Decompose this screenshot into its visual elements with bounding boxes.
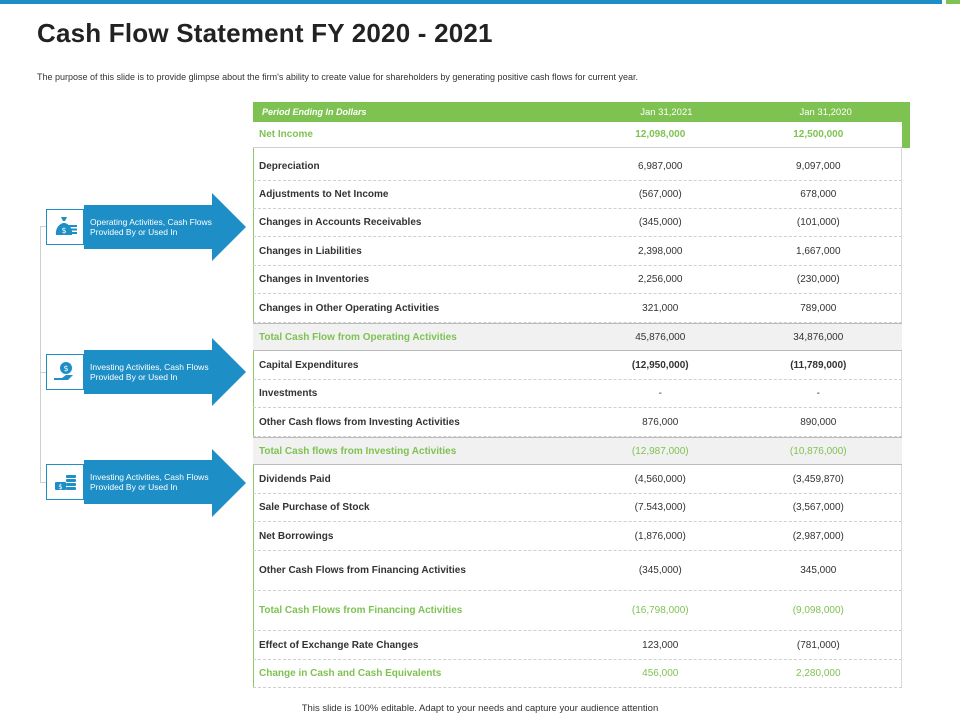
cell-value: (12,950,000): [631, 359, 689, 371]
svg-text:$: $: [63, 364, 69, 373]
row-label: Changes in Inventories: [259, 274, 370, 285]
row-label: Total Cash flows from Investing Activities: [259, 445, 457, 457]
svg-text:$: $: [58, 483, 63, 491]
cell-value: 456,000: [642, 668, 679, 679]
table-row-total: [253, 437, 902, 465]
cell-value: -: [816, 388, 820, 399]
cell-value: (781,000): [796, 639, 840, 651]
row-label: Changes in Accounts Receivables: [259, 217, 422, 228]
page-title: Cash Flow Statement FY 2020 - 2021: [37, 18, 493, 48]
cell-value: 321,000: [642, 302, 679, 314]
row-label: Changes in Liabilities: [259, 245, 362, 257]
table-row: [253, 351, 902, 380]
cell-value: 9,097,000: [796, 160, 841, 172]
cell-value: 890,000: [800, 416, 837, 428]
cell-value: (345,000): [638, 217, 682, 228]
table-row: [253, 631, 902, 660]
table-row: [253, 494, 902, 522]
cell-value: (9,098,000): [792, 605, 844, 616]
cell-value: 2,398,000: [638, 245, 683, 257]
row-label: Other Cash flows from Investing Activities: [259, 416, 460, 428]
money-bag-icon: [46, 209, 84, 245]
top-accent-bar-green: [946, 0, 960, 4]
cell-value: (3,459,870): [792, 473, 844, 485]
row-label: Total Cash Flow from Operating Activities: [259, 331, 457, 343]
table-row: [253, 408, 902, 437]
cell-value: 678,000: [800, 189, 837, 200]
cell-value: 6,987,000: [638, 160, 683, 172]
cell-value: 2,256,000: [638, 274, 683, 285]
cell-value: 34,876,000: [793, 331, 844, 343]
row-label: Adjustments to Net Income: [259, 189, 389, 200]
callout-label: Investing Activities, Cash Flows Provided By or Used In: [90, 361, 209, 382]
cell-value: (345,000): [638, 565, 682, 576]
table-row-total: [253, 591, 902, 631]
cell-value: 2,280,000: [796, 668, 841, 679]
callout-label: Investing Activities, Cash Flows Provided By or Used In: [90, 471, 209, 492]
callout-arrow: [212, 449, 246, 517]
cell-value: 876,000: [642, 416, 679, 428]
row-label: Sale Purchase of Stock: [259, 502, 370, 513]
row-label: Dividends Paid: [259, 473, 331, 485]
cell-value: 123,000: [642, 639, 679, 651]
callout-financing-activities: [84, 460, 212, 504]
row-label: Effect of Exchange Rate Changes: [259, 639, 419, 651]
row-label: Change in Cash and Cash Equivalents: [259, 668, 442, 679]
table-header-row: [253, 102, 910, 122]
callout-operating-activities: [84, 205, 212, 249]
cell-value: 345,000: [800, 565, 837, 576]
column-header: Jan 31,2021: [640, 106, 693, 118]
footer-note: This slide is 100% editable. Adapt to your needs and capture your audience attention: [301, 703, 659, 714]
net-income-accent: [902, 122, 910, 148]
table-row: [253, 152, 902, 181]
cell-value: (12,987,000): [631, 445, 689, 457]
callout-label: Operating Activities, Cash Flows Provided By or Used In: [90, 216, 212, 237]
table-row: [253, 122, 902, 148]
cell-value: (16,798,000): [631, 605, 689, 616]
page-subtitle: The purpose of this slide is to provide glimpse about the firm's ability to create value for shareholders by generating positive cash flows for current year.: [37, 72, 639, 82]
connector-line: [40, 226, 41, 482]
row-label: Investments: [259, 388, 318, 399]
callout-investing-activities: [84, 350, 212, 394]
table-row: [253, 294, 902, 323]
table-row: [253, 266, 902, 294]
row-label: Depreciation: [259, 160, 320, 172]
cell-value: 789,000: [800, 302, 837, 314]
svg-text:$: $: [61, 226, 67, 235]
cell-value: (10,876,000): [789, 445, 847, 457]
hand-coin-icon: [46, 354, 84, 390]
callout-arrow: [212, 338, 246, 406]
table-row: [253, 551, 902, 591]
cell-value: (3,567,000): [792, 502, 844, 513]
column-header: Period Ending In Dollars: [262, 107, 367, 117]
row-label: Other Cash Flows from Financing Activities: [259, 565, 466, 576]
cash-stack-icon: [46, 464, 84, 500]
row-label: Net Income: [259, 129, 313, 140]
column-header: Jan 31,2020: [799, 106, 852, 118]
cell-value: (567,000): [638, 189, 682, 200]
row-label: Total Cash Flows from Financing Activities: [259, 605, 463, 616]
table-row-total: [253, 323, 902, 351]
cell-value: (230,000): [796, 274, 840, 285]
cell-value: (4,560,000): [634, 473, 686, 485]
row-label: Net Borrowings: [259, 530, 334, 542]
row-label: Changes in Other Operating Activities: [259, 302, 440, 314]
row-label: Capital Expenditures: [259, 359, 359, 371]
table-row: [253, 380, 902, 408]
cell-value: -: [658, 388, 662, 399]
table-row: [253, 181, 902, 209]
table-row: [253, 465, 902, 494]
cell-value: 1,667,000: [796, 245, 841, 257]
table-row: [253, 209, 902, 237]
cell-value: (101,000): [796, 217, 840, 228]
callout-arrow: [212, 193, 246, 261]
table-row: [253, 237, 902, 266]
table-row-total: [253, 660, 902, 688]
cell-value: 12,098,000: [635, 129, 686, 140]
cell-value: 12,500,000: [793, 129, 844, 140]
cell-value: (1,876,000): [634, 530, 686, 542]
cell-value: 45,876,000: [635, 331, 686, 343]
cell-value: (7.543,000): [634, 502, 686, 513]
cell-value: (2,987,000): [792, 530, 844, 542]
top-accent-bar: [0, 0, 942, 4]
table-row: [253, 522, 902, 551]
cell-value: (11,789,000): [790, 359, 847, 371]
